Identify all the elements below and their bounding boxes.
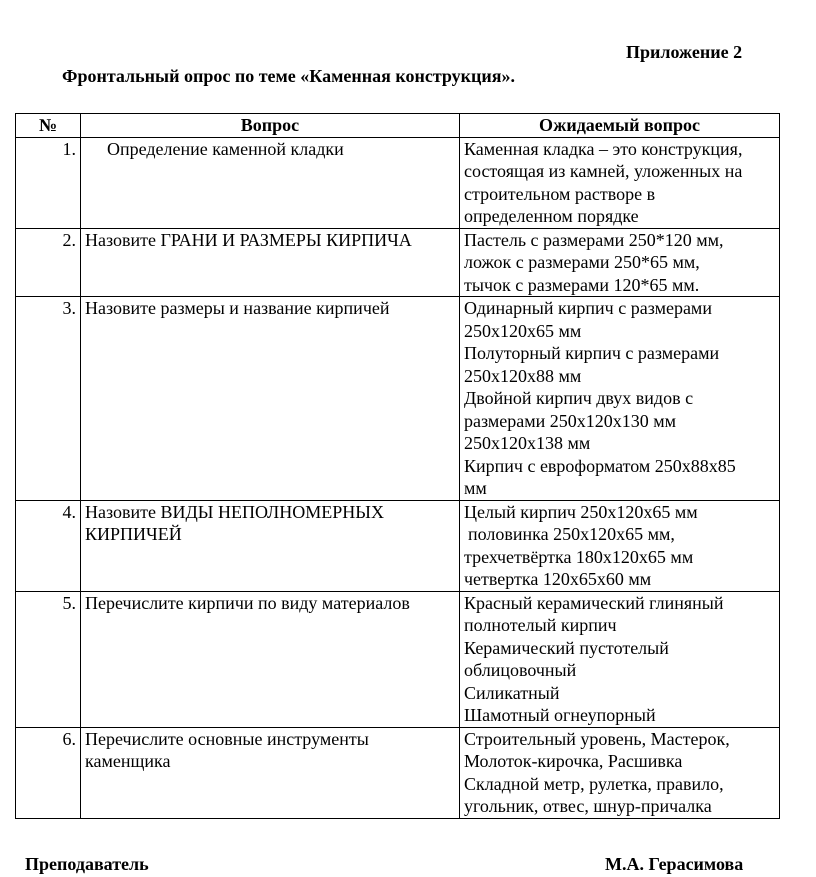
table-row [16, 591, 780, 727]
document-title: Фронтальный опрос по теме «Каменная конструкция». [62, 66, 516, 86]
answer-cell [460, 137, 780, 228]
row-number: 3. [16, 297, 81, 501]
row-number: 5. [16, 591, 81, 727]
answer-line: облицовочный [464, 660, 577, 680]
answer-cell [460, 297, 780, 501]
answer-cell [460, 727, 780, 818]
answer-line: полнотелый кирпич [464, 615, 617, 635]
answer-line: Красный керамический глиняный [464, 592, 724, 613]
answer-line: Каменная кладка – это конструкция, [464, 138, 743, 159]
answer-cell [460, 500, 780, 591]
table-row [16, 297, 780, 501]
survey-table [15, 113, 780, 819]
answer-line: Полуторный кирпич с размерами [464, 343, 720, 363]
question-cell: Определение каменной кладки [81, 137, 460, 228]
question-cell: Перечислите кирпичи по виду материалов [81, 591, 460, 727]
question-cell: Перечислите основные инструменты каменщика [81, 727, 460, 818]
answer-line: Складной метр, рулетка, правило, [464, 773, 724, 794]
column-header-answer: Ожидаемый вопрос [460, 114, 780, 138]
appendix-label: Приложение 2 [626, 42, 743, 62]
table-row [16, 137, 780, 228]
answer-line: строительном растворе в [464, 183, 656, 204]
teacher-name: М.А. Герасимова [605, 854, 744, 874]
answer-line: угольник, отвес, шнур-причалка [464, 796, 712, 816]
answer-line: половинка 250х120х65 мм, [468, 524, 675, 544]
question-cell: Назовите ВИДЫ НЕПОЛНОМЕРНЫХ КИРПИЧЕЙ [81, 500, 460, 591]
answer-line: ложок с размерами 250*65 мм, [464, 252, 700, 272]
column-header-question: Вопрос [81, 114, 460, 138]
row-number: 2. [16, 228, 81, 297]
teacher-role: Преподаватель [25, 854, 149, 874]
answer-line: 250х120х88 мм [464, 365, 582, 386]
answer-line: Керамический пустотелый [464, 637, 669, 658]
answer-line: Строительный уровень, Мастерок, [464, 728, 730, 749]
column-header-number: № [16, 114, 81, 138]
answer-line: Одинарный кирпич с размерами [464, 298, 712, 318]
answer-line: состоящая из камней, уложенных на [464, 161, 743, 181]
answer-cell [460, 228, 780, 297]
answer-line: тычок с размерами 120*65 мм. [464, 274, 700, 295]
answer-line: Двойной кирпич двух видов с [464, 388, 694, 408]
answer-line: размерами 250х120х130 мм [464, 410, 677, 431]
answer-cell [460, 591, 780, 727]
answer-line: Силикатный [464, 682, 560, 703]
answer-line: 250х120х65 мм [464, 320, 582, 341]
answer-line: Шамотный огнеупорный [464, 705, 656, 725]
table-row [16, 228, 780, 297]
answer-line: определенном порядке [464, 206, 639, 226]
row-number: 4. [16, 500, 81, 591]
question-cell: Назовите ГРАНИ И РАЗМЕРЫ КИРПИЧА [81, 228, 460, 297]
answer-line: Пастель с размерами 250*120 мм, [464, 229, 724, 250]
row-number: 1. [16, 137, 81, 228]
answer-line: Целый кирпич 250х120х65 мм [464, 501, 698, 522]
answer-line: Кирпич с евроформатом 250х88х85 [464, 455, 736, 476]
row-number: 6. [16, 727, 81, 818]
table-row [16, 727, 780, 818]
answer-line: мм [464, 478, 487, 498]
answer-line: трехчетвёртка 180х120х65 мм [464, 546, 694, 567]
answer-line: четвертка 120х65х60 мм [464, 569, 652, 589]
table-header-row [16, 114, 780, 138]
answer-line: Молоток-кирочка, Расшивка [464, 751, 683, 771]
question-cell: Назовите размеры и название кирпичей [81, 297, 460, 501]
answer-line: 250х120х138 мм [464, 433, 591, 453]
table-row [16, 500, 780, 591]
